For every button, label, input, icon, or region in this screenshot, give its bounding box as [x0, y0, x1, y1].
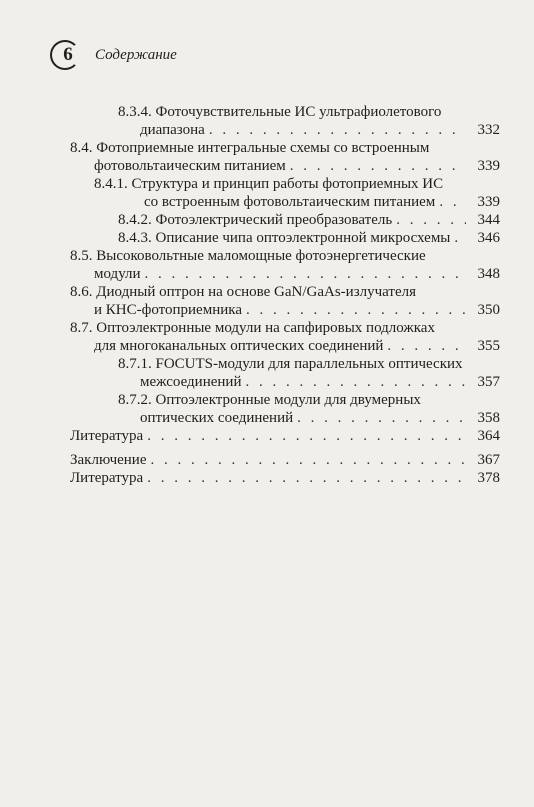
dot-leader — [209, 121, 466, 139]
toc-entry-text: Литература — [70, 470, 144, 486]
dot-leader — [246, 301, 466, 319]
toc-page-number: 339 — [477, 158, 500, 174]
toc-entry[interactable] — [70, 451, 500, 469]
toc-entry-text: и КНС-фотоприемника — [94, 302, 242, 318]
toc-page-number: 350 — [477, 302, 500, 318]
toc-entry-text: оптических соединений — [140, 410, 294, 426]
toc-entry[interactable] — [70, 391, 500, 427]
dot-leader — [145, 265, 466, 283]
dot-leader — [147, 469, 466, 487]
dot-leader — [151, 451, 467, 469]
toc-page-number: 358 — [477, 410, 500, 426]
toc-entry-row — [70, 337, 500, 355]
toc-entry-row — [70, 427, 500, 445]
toc-entry-title-line: 8.7.2. Оптоэлектронные модули для двумерных — [118, 392, 421, 408]
toc-entry[interactable] — [70, 139, 500, 175]
toc-entry-text: со встроенным фотовольтаическим питанием — [144, 194, 436, 210]
table-of-contents — [70, 103, 500, 487]
toc-page-number: 348 — [477, 266, 500, 282]
toc-entry-text: Литература — [70, 428, 144, 444]
dot-leader — [439, 193, 466, 211]
toc-entry-title-line: 8.5. Высоковольтные маломощные фотоэнергетические — [70, 248, 426, 264]
toc-entry-text: межсоединений — [140, 374, 242, 390]
toc-entry[interactable] — [70, 427, 500, 445]
toc-entry-text: для многоканальных оптических соединений — [94, 338, 384, 354]
toc-entry[interactable] — [70, 211, 500, 229]
toc-page-number: 332 — [477, 122, 500, 138]
toc-entry[interactable] — [70, 175, 500, 211]
toc-entry-title-line: 8.7.1. FOCUTS-модули для параллельных оптических — [118, 356, 463, 372]
dot-leader — [396, 211, 466, 229]
toc-entry-row — [70, 469, 500, 487]
dot-leader — [245, 373, 466, 391]
toc-page-number: 367 — [477, 452, 500, 468]
dot-leader — [147, 427, 466, 445]
toc-entry-text: фотовольтаическим питанием — [94, 158, 286, 174]
toc-entry-title-line: 8.4.1. Структура и принцип работы фотоприемных ИС — [94, 176, 444, 192]
toc-entry-title-line: 8.4. Фотоприемные интегральные схемы со встроенным — [70, 140, 430, 156]
page-number: 6 — [63, 44, 73, 65]
toc-entry[interactable] — [70, 283, 500, 319]
page-header — [50, 40, 490, 72]
dot-leader — [297, 409, 466, 427]
toc-entry-row — [70, 373, 500, 391]
toc-entry-title-line: 8.7. Оптоэлектронные модули на сапфировых подложках — [70, 320, 435, 336]
dot-leader — [290, 157, 466, 175]
toc-entry-text: диапазона — [140, 122, 205, 138]
toc-entry-text: Заключение — [70, 452, 147, 468]
toc-page-number: 357 — [477, 374, 500, 390]
dot-leader — [387, 337, 466, 355]
toc-entry-row — [70, 265, 500, 283]
toc-entry-title-line: 8.6. Диодный оптрон на основе GaN/GaAs-излучателя — [70, 284, 417, 300]
toc-entry-row — [70, 211, 500, 229]
toc-entry-text: модули — [94, 266, 141, 282]
toc-page-number: 346 — [477, 230, 500, 246]
dot-leader — [454, 229, 466, 247]
toc-entry[interactable] — [70, 229, 500, 247]
toc-page-number: 378 — [477, 470, 500, 486]
toc-entry-row — [70, 121, 500, 139]
toc-entry-row — [70, 409, 500, 427]
toc-entry-title-line: 8.3.4. Фоточувствительные ИС ультрафиолетового — [118, 104, 442, 120]
toc-page-number: 339 — [477, 194, 500, 210]
toc-entry-row — [70, 157, 500, 175]
toc-entry-row — [70, 193, 500, 211]
toc-entry-row — [70, 229, 500, 247]
toc-page-number: 355 — [477, 338, 500, 354]
toc-entry[interactable] — [70, 355, 500, 391]
toc-entry-row — [70, 301, 500, 319]
toc-page-number: 364 — [477, 428, 500, 444]
toc-entry[interactable] — [70, 469, 500, 487]
toc-entry-text: 8.4.2. Фотоэлектрический преобразователь — [118, 212, 393, 228]
running-header-title: Содержание — [95, 47, 177, 63]
toc-page-number: 344 — [477, 212, 500, 228]
toc-entry[interactable] — [70, 247, 500, 283]
toc-entry[interactable] — [70, 319, 500, 355]
toc-entry[interactable] — [70, 103, 500, 139]
toc-entry-text: 8.4.3. Описание чипа оптоэлектронной микросхемы — [118, 230, 451, 246]
toc-entry-row — [70, 451, 500, 469]
